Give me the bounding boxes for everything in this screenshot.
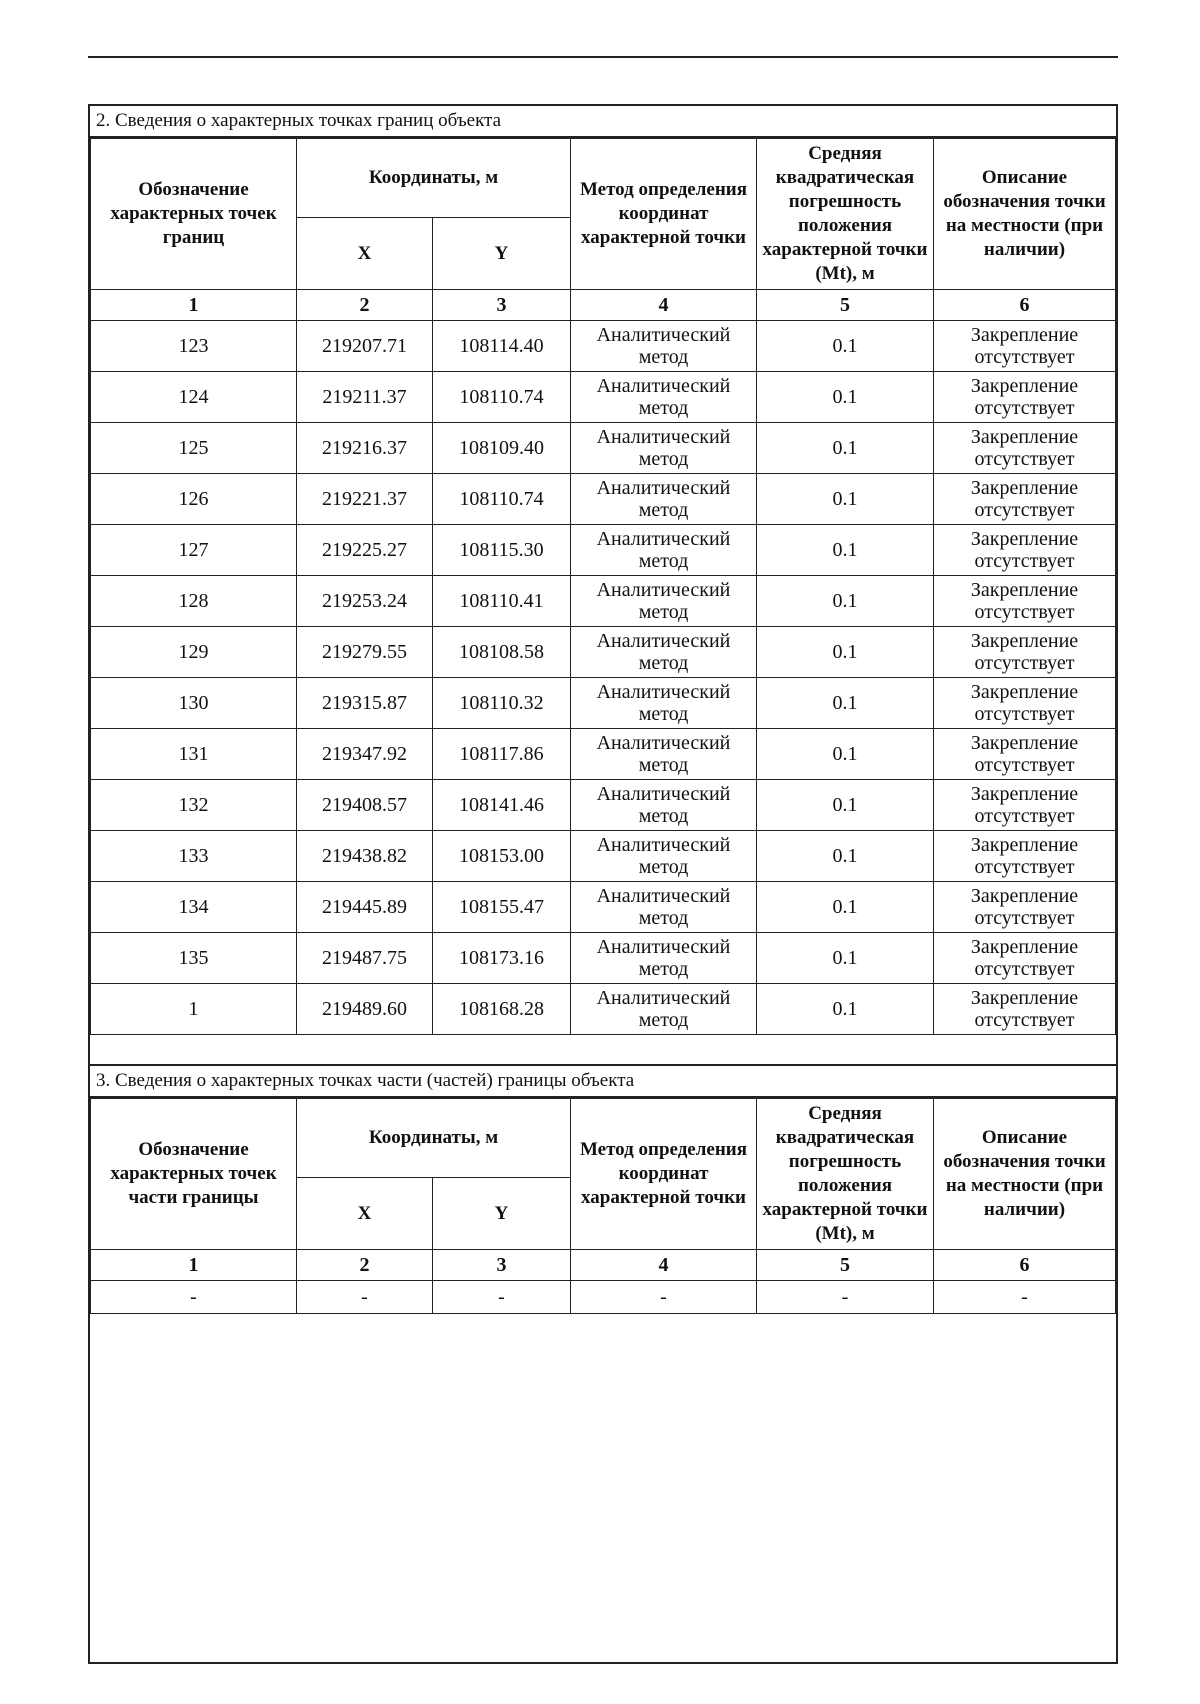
error-cell: 0.1 [757,678,934,729]
method-cell: Аналитический метод [571,729,757,780]
point-cell: 133 [91,831,297,882]
column-number: 1 [91,290,297,321]
description-cell: Закрепление отсутствует [934,780,1116,831]
x-cell: 219225.27 [297,525,433,576]
table-row [91,780,1116,831]
document-frame [88,104,1118,1664]
header-x: X [297,218,433,290]
method-cell: Аналитический метод [571,678,757,729]
method-cell: Аналитический метод [571,780,757,831]
x-cell: 219438.82 [297,831,433,882]
header-method: Метод определения координат характерной точки [571,1099,757,1250]
table-row [91,525,1116,576]
section-2-table [90,138,1116,1035]
error-cell: 0.1 [757,882,934,933]
x-cell: 219408.57 [297,780,433,831]
point-cell: - [91,1281,297,1314]
section-3-body [91,1281,1116,1314]
method-cell: Аналитический метод [571,984,757,1035]
header-y: Y [433,1178,571,1250]
error-cell: 0.1 [757,423,934,474]
x-cell: 219211.37 [297,372,433,423]
description-cell: Закрепление отсутствует [934,831,1116,882]
point-cell: 123 [91,321,297,372]
error-cell: 0.1 [757,576,934,627]
method-cell: Аналитический метод [571,882,757,933]
table-row [91,627,1116,678]
section-3-table [90,1098,1116,1314]
point-cell: 132 [91,780,297,831]
table-row [91,831,1116,882]
column-numbers-row [91,290,1116,321]
table-row [91,729,1116,780]
table-row [91,372,1116,423]
column-number: 5 [757,290,934,321]
point-cell: 129 [91,627,297,678]
x-cell: 219207.71 [297,321,433,372]
table-row [91,882,1116,933]
x-cell: 219216.37 [297,423,433,474]
header-description: Описание обозначения точки на местности (при наличии) [934,139,1116,290]
header-designation: Обозначение характерных точек части границы [91,1099,297,1250]
point-cell: 131 [91,729,297,780]
column-number: 4 [571,1250,757,1281]
method-cell: Аналитический метод [571,627,757,678]
table-row [91,321,1116,372]
header-method: Метод определения координат характерной точки [571,139,757,290]
method-cell: Аналитический метод [571,933,757,984]
method-cell: Аналитический метод [571,321,757,372]
table-row [91,576,1116,627]
y-cell: 108110.32 [433,678,571,729]
section-2-body [91,321,1116,1035]
table-row [91,933,1116,984]
description-cell: Закрепление отсутствует [934,474,1116,525]
y-cell: 108153.00 [433,831,571,882]
description-cell: Закрепление отсутствует [934,525,1116,576]
error-cell: 0.1 [757,831,934,882]
error-cell: - [757,1281,934,1314]
point-cell: 124 [91,372,297,423]
method-cell: Аналитический метод [571,576,757,627]
method-cell: Аналитический метод [571,423,757,474]
y-cell: - [433,1281,571,1314]
y-cell: 108110.74 [433,372,571,423]
y-cell: 108168.28 [433,984,571,1035]
description-cell: - [934,1281,1116,1314]
description-cell: Закрепление отсутствует [934,933,1116,984]
x-cell: 219221.37 [297,474,433,525]
header-description: Описание обозначения точки на местности (при наличии) [934,1099,1116,1250]
top-rule [88,56,1118,58]
header-coords: Координаты, м [297,139,571,218]
table-row [91,474,1116,525]
point-cell: 130 [91,678,297,729]
error-cell: 0.1 [757,780,934,831]
column-number: 3 [433,1250,571,1281]
y-cell: 108110.41 [433,576,571,627]
point-cell: 135 [91,933,297,984]
x-cell: 219347.92 [297,729,433,780]
y-cell: 108141.46 [433,780,571,831]
description-cell: Закрепление отсутствует [934,576,1116,627]
error-cell: 0.1 [757,933,934,984]
section-2-title: 2. Сведения о характерных точках границ объекта [90,106,1116,138]
description-cell: Закрепление отсутствует [934,372,1116,423]
y-cell: 108173.16 [433,933,571,984]
column-number: 5 [757,1250,934,1281]
header-error: Средняя квадратическая погрешность положения характерной точки (Mt), м [757,1099,934,1250]
section-3 [90,1064,1116,1314]
x-cell: 219487.75 [297,933,433,984]
description-cell: Закрепление отсутствует [934,882,1116,933]
table-row [91,1281,1116,1314]
point-cell: 1 [91,984,297,1035]
header-error: Средняя квадратическая погрешность положения характерной точки (Mt), м [757,139,934,290]
x-cell: 219489.60 [297,984,433,1035]
method-cell: - [571,1281,757,1314]
description-cell: Закрепление отсутствует [934,423,1116,474]
y-cell: 108115.30 [433,525,571,576]
method-cell: Аналитический метод [571,474,757,525]
description-cell: Закрепление отсутствует [934,678,1116,729]
y-cell: 108117.86 [433,729,571,780]
header-y: Y [433,218,571,290]
x-cell: 219315.87 [297,678,433,729]
header-designation: Обозначение характерных точек границ [91,139,297,290]
error-cell: 0.1 [757,372,934,423]
column-number: 6 [934,290,1116,321]
error-cell: 0.1 [757,525,934,576]
point-cell: 127 [91,525,297,576]
point-cell: 125 [91,423,297,474]
error-cell: 0.1 [757,321,934,372]
column-number: 6 [934,1250,1116,1281]
header-coords: Координаты, м [297,1099,571,1178]
y-cell: 108155.47 [433,882,571,933]
column-number: 3 [433,290,571,321]
method-cell: Аналитический метод [571,372,757,423]
error-cell: 0.1 [757,729,934,780]
error-cell: 0.1 [757,984,934,1035]
method-cell: Аналитический метод [571,831,757,882]
table-row [91,984,1116,1035]
column-numbers-row [91,1250,1116,1281]
point-cell: 134 [91,882,297,933]
description-cell: Закрепление отсутствует [934,984,1116,1035]
table-row [91,678,1116,729]
y-cell: 108108.58 [433,627,571,678]
description-cell: Закрепление отсутствует [934,729,1116,780]
column-number: 4 [571,290,757,321]
y-cell: 108114.40 [433,321,571,372]
header-x: X [297,1178,433,1250]
column-number: 1 [91,1250,297,1281]
x-cell: 219445.89 [297,882,433,933]
point-cell: 126 [91,474,297,525]
column-number: 2 [297,290,433,321]
x-cell: 219253.24 [297,576,433,627]
x-cell: 219279.55 [297,627,433,678]
description-cell: Закрепление отсутствует [934,627,1116,678]
y-cell: 108110.74 [433,474,571,525]
section-2 [90,106,1116,1035]
x-cell: - [297,1281,433,1314]
method-cell: Аналитический метод [571,525,757,576]
section-3-title: 3. Сведения о характерных точках части (частей) границы объекта [90,1066,1116,1098]
point-cell: 128 [91,576,297,627]
error-cell: 0.1 [757,474,934,525]
description-cell: Закрепление отсутствует [934,321,1116,372]
error-cell: 0.1 [757,627,934,678]
y-cell: 108109.40 [433,423,571,474]
column-number: 2 [297,1250,433,1281]
table-row [91,423,1116,474]
